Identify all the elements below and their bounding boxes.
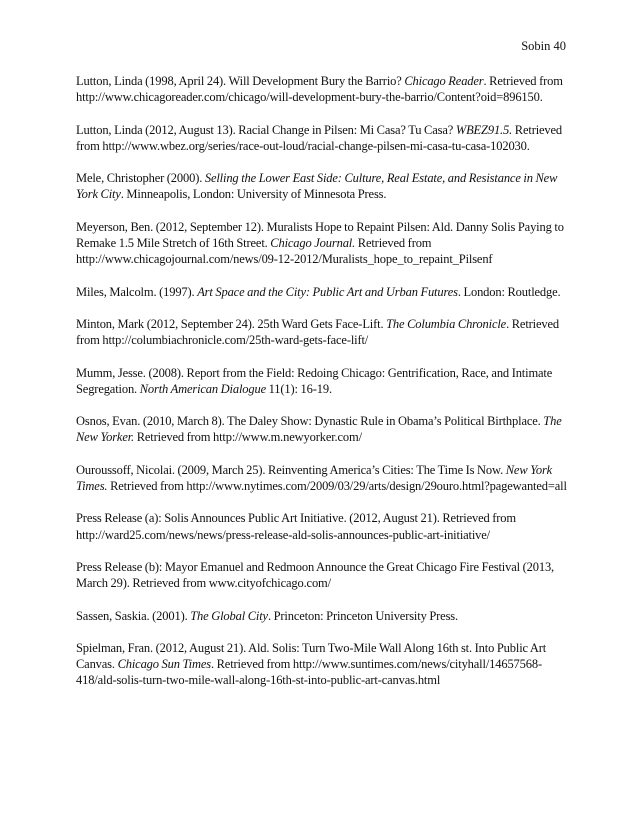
references-list: [76, 73, 576, 705]
reference-text: Ouroussoff, Nicolai. (2009, March 25). Reinventing America’s Cities: The Time Is Now.: [76, 462, 506, 477]
reference-italic-title: Chicago Reader: [404, 74, 484, 88]
reference-italic-title: New York Times.: [76, 462, 553, 493]
reference-entry: [76, 122, 576, 154]
reference-text: Retrieved from http://www.nytimes.com/2009/03/29/arts/design/29ouro.html?pagewanted=all: [107, 478, 567, 493]
reference-entry: [76, 640, 576, 689]
reference-entry: [76, 73, 576, 105]
reference-text: . Princeton: Princeton University Press.: [267, 608, 458, 623]
reference-entry: [76, 608, 576, 624]
reference-entry: [76, 559, 576, 591]
reference-entry: [76, 365, 576, 397]
reference-text: Spielman, Fran. (2012, August 21). Ald. Solis: Turn Two-Mile Wall Along 16th st. Into Public Art Canvas.: [76, 640, 547, 672]
reference-text: Mele, Christopher (2000).: [76, 171, 205, 186]
reference-italic-title: Chicago Journal.: [270, 235, 356, 250]
reference-text: 11(1): 16-19.: [266, 381, 332, 396]
reference-text: Lutton, Linda (2012, August 13). Racial Change in Pilsen: Mi Casa? Tu Casa?: [76, 122, 456, 137]
reference-italic-title: The Global City: [190, 608, 268, 623]
reference-entry: [76, 316, 576, 348]
reference-italic-title: Selling the Lower East Side: Culture, Real Estate, and Resistance in New York City: [76, 171, 558, 202]
reference-text: . London: Routledge.: [457, 284, 561, 299]
reference-text: Retrieved from http://www.chicagojournal.com/news/09-12-2012/Muralists_hope_to_repaint_Pilsenf: [76, 235, 493, 267]
reference-text: . Minneapolis, London: University of Minnesota Press.: [120, 187, 387, 202]
reference-text: . Retrieved from http://www.suntimes.com/news/cityhall/14657568-418/ald-solis-turn-two-mile-wall-along-16th-st-into-public-art-canvas.html: [76, 657, 542, 688]
reference-text: Sassen, Saskia. (2001).: [76, 608, 191, 623]
reference-entry: [76, 170, 576, 202]
reference-text: . Retrieved from http://columbiachronicle.com/25th-ward-gets-face-lift/: [76, 316, 559, 348]
reference-italic-title: The New Yorker.: [76, 414, 562, 445]
reference-italic-title: North American Dialogue: [139, 381, 266, 396]
page-number-header: Sobin 40: [521, 39, 566, 53]
reference-italic-title: The Columbia Chronicle: [386, 316, 507, 331]
reference-italic-title: Chicago Sun Times: [117, 657, 211, 672]
reference-text: Press Release (b): Mayor Emanuel and Redmoon Announce the Great Chicago Fire Festival (2013, March 29). Retrieved from www.cityofchicago.com/: [76, 559, 555, 591]
reference-entry: [76, 462, 576, 494]
reference-text: Miles, Malcolm. (1997).: [76, 284, 198, 299]
reference-text: Retrieved from http://www.m.newyorker.com/: [134, 430, 362, 445]
reference-text: Minton, Mark (2012, September 24). 25th Ward Gets Face-Lift.: [76, 316, 387, 331]
reference-text: Retrieved from http://www.wbez.org/series/race-out-loud/racial-change-pilsen-mi-casa-tu-casa-102030.: [76, 122, 563, 153]
reference-text: Osnos, Evan. (2010, March 8). The Daley Show: Dynastic Rule in Obama’s Political Birthplace.: [76, 414, 544, 429]
reference-italic-title: WBEZ91.5.: [455, 122, 513, 137]
reference-text: Meyerson, Ben. (2012, September 12). Muralists Hope to Repaint Pilsen: Ald. Danny Solis Paying to Remake 1.5 Mile Stretch of 16th Street.: [76, 219, 564, 250]
reference-text: Mumm, Jesse. (2008). Report from the Field: Redoing Chicago: Gentrification, Race, and Intimate Segregation.: [76, 365, 553, 396]
reference-text: Press Release (a): Solis Announces Public Art Initiative. (2012, August 21). Retrieved from http://ward25.com/news/news/press-release-ald-solis-announces-public-art-initiative/: [76, 511, 516, 542]
reference-entry: [76, 413, 576, 445]
reference-entry: [76, 284, 576, 300]
reference-italic-title: Art Space and the City: Public Art and Urban Futures: [197, 284, 458, 299]
reference-entry: [76, 510, 576, 542]
reference-text: . Retrieved from http://www.chicagoreader.com/chicago/will-development-bury-the-barrio/Content?oid=896150.: [76, 74, 563, 105]
reference-entry: [76, 219, 576, 268]
reference-text: Lutton, Linda (1998, April 24). Will Development Bury the Barrio?: [76, 74, 405, 88]
